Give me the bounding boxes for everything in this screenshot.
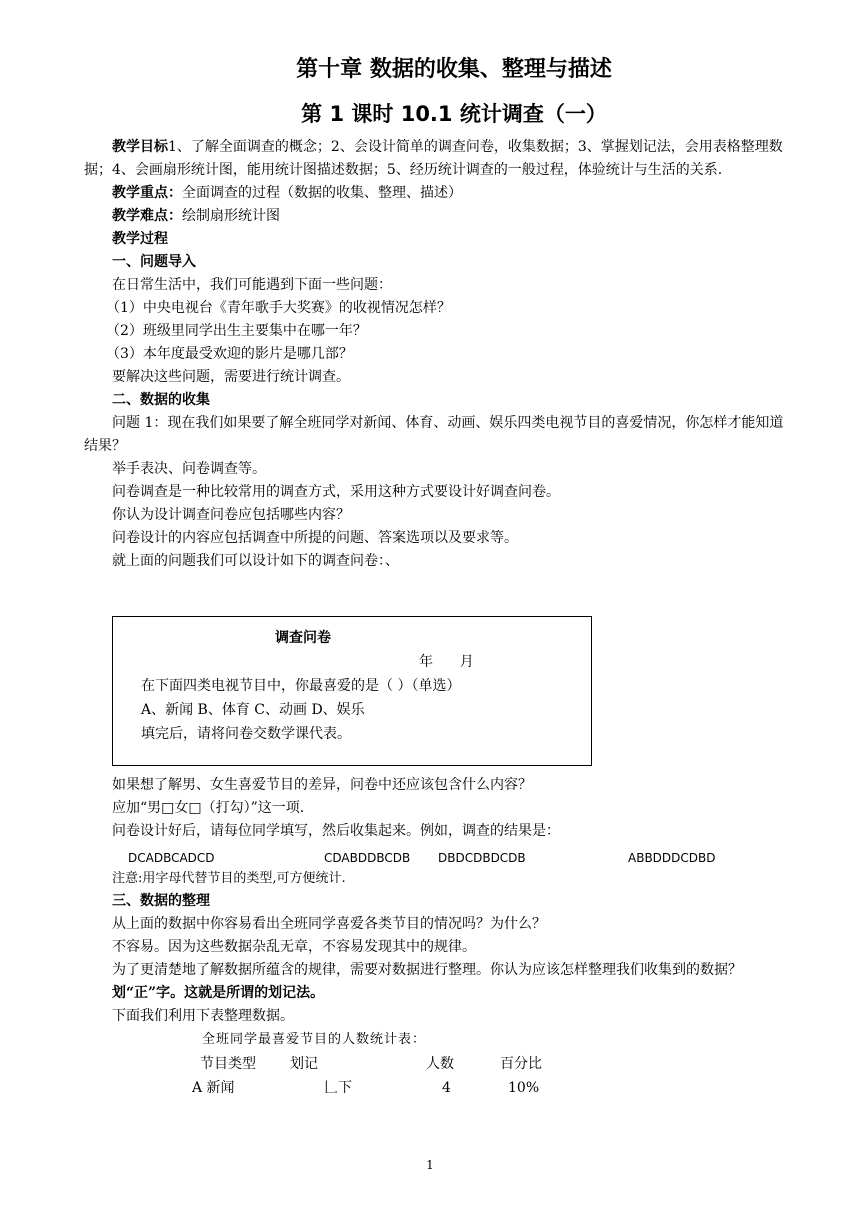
page-number: 1 xyxy=(426,1158,434,1172)
key-text: 全面调查的过程（数据的收集、整理、描述） xyxy=(182,185,462,201)
header-percent: 百分比 xyxy=(500,1056,542,1072)
goals-text: 1、了解全面调查的概念；2、会设计简单的调查问卷，收集数据；3、掌握划记法，会用表格整理数据；4、会画扇形统计图，能用统计图描述数据；5、经历统计调查的一般过程，体验统计与生活的关系. xyxy=(84,139,783,178)
row-type: A 新闻 xyxy=(192,1080,235,1096)
key-label: 教学重点： xyxy=(112,185,182,201)
table-intro: 下面我们利用下表整理数据。 xyxy=(112,1008,294,1024)
code-group: ABBDDDCDBD xyxy=(628,851,716,865)
section1-conclusion: 要解决这些问题，需要进行统计调查。 xyxy=(112,369,350,385)
survey-date: 年 月 xyxy=(419,654,474,670)
section2-question: 你认为设计调查问卷应包括哪些内容？ xyxy=(112,507,350,523)
survey-codes xyxy=(84,843,784,867)
goals-paragraph xyxy=(84,136,784,182)
section1-intro: 在日常生活中，我们可能遇到下面一些问题： xyxy=(112,277,392,293)
question-2: （2）班级里同学出生主要集中在哪一年？ xyxy=(106,323,367,339)
section3-heading: 三、数据的整理 xyxy=(112,893,210,909)
header-tally: 划记 xyxy=(290,1056,318,1072)
section1-heading: 一、问题导入 xyxy=(112,254,196,270)
survey-instruction: 填完后，请将问卷交数学课代表。 xyxy=(141,726,351,742)
section2-survey-lead: 就上面的问题我们可以设计如下的调查问卷：、 xyxy=(112,553,399,569)
note: 注意:用字母代替节目的类型,可方便统计. xyxy=(112,871,346,886)
table-row xyxy=(84,1075,784,1099)
lesson-title: 第 1 课时 10.1 统计调查（一） xyxy=(301,102,607,126)
code-group: CDABDDBCDB xyxy=(324,851,411,865)
section3-answer: 不容易。因为这些数据杂乱无章，不容易发现其中的规律。 xyxy=(112,939,476,955)
gender-answer: 应加“男□女□（打勾）”这一项. xyxy=(112,800,305,816)
collect-results: 问卷设计好后，请每位同学填写，然后收集起来。例如，调查的结果是： xyxy=(112,823,560,839)
code-group: DCADBCADCD xyxy=(128,851,215,865)
row-tally: 𠃊下 xyxy=(324,1080,352,1096)
table-header-row xyxy=(84,1051,784,1075)
section2-survey-content: 问卷设计的内容应包括调查中所提的问题、答案选项以及要求等。 xyxy=(112,530,518,546)
survey-question: 在下面四类电视节目中，你最喜爱的是（ ）（单选） xyxy=(141,678,461,694)
survey-title: 调查问卷 xyxy=(275,630,331,646)
row-count: 4 xyxy=(442,1080,451,1096)
header-count: 人数 xyxy=(426,1056,454,1072)
question-3: （3）本年度最受欢迎的影片是哪几部？ xyxy=(106,346,353,362)
section2-heading: 二、数据的收集 xyxy=(112,392,210,408)
section2-problem: 问题 1：现在我们如果要了解全班同学对新闻、体育、动画、娱乐四类电视节目的喜爱情况，你怎样才能知道结果？ xyxy=(84,415,784,454)
code-group: DBDCDBDCDB xyxy=(438,851,526,865)
section2-survey-intro: 问卷调查是一种比较常用的调查方式，采用这种方式要设计好调查问卷。 xyxy=(112,484,560,500)
chapter-title: 第十章 数据的收集、整理与描述 xyxy=(296,57,612,82)
question-1: （1）中央电视台《青年歌手大奖赛》的收视情况怎样？ xyxy=(106,300,451,316)
header-type: 节目类型 xyxy=(200,1056,256,1072)
diff-text: 绘制扇形统计图 xyxy=(182,208,280,224)
section3-question: 从上面的数据中你容易看出全班同学喜爱各类节目的情况吗？为什么？ xyxy=(112,916,546,932)
diff-label: 教学难点： xyxy=(112,208,182,224)
lesson-body xyxy=(84,136,784,573)
gender-question: 如果想了解男、女生喜爱节目的差异，问卷中还应该包含什么内容？ xyxy=(112,777,532,793)
process-heading: 教学过程 xyxy=(112,231,168,247)
goals-label: 教学目标 xyxy=(112,139,168,155)
row-percent: 10% xyxy=(508,1080,540,1096)
table-title: 全班同学最喜爱节目的人数统计表： xyxy=(202,1032,427,1047)
section2-answer: 举手表决、问卷调查等。 xyxy=(112,461,266,477)
after-survey xyxy=(84,774,784,1099)
section3-paragraph: 为了更清楚地了解数据所蕴含的规律，需要对数据进行整理。你认为应该怎样整理我们收集到的数据？ xyxy=(112,962,742,978)
difficulties xyxy=(84,205,784,228)
survey-box xyxy=(112,616,592,766)
tally-method: 划“正”字。这就是所谓的划记法。 xyxy=(112,985,325,1001)
survey-options: A、新闻 B、体育 C、动画 D、娱乐 xyxy=(141,702,365,718)
key-points xyxy=(84,182,784,205)
